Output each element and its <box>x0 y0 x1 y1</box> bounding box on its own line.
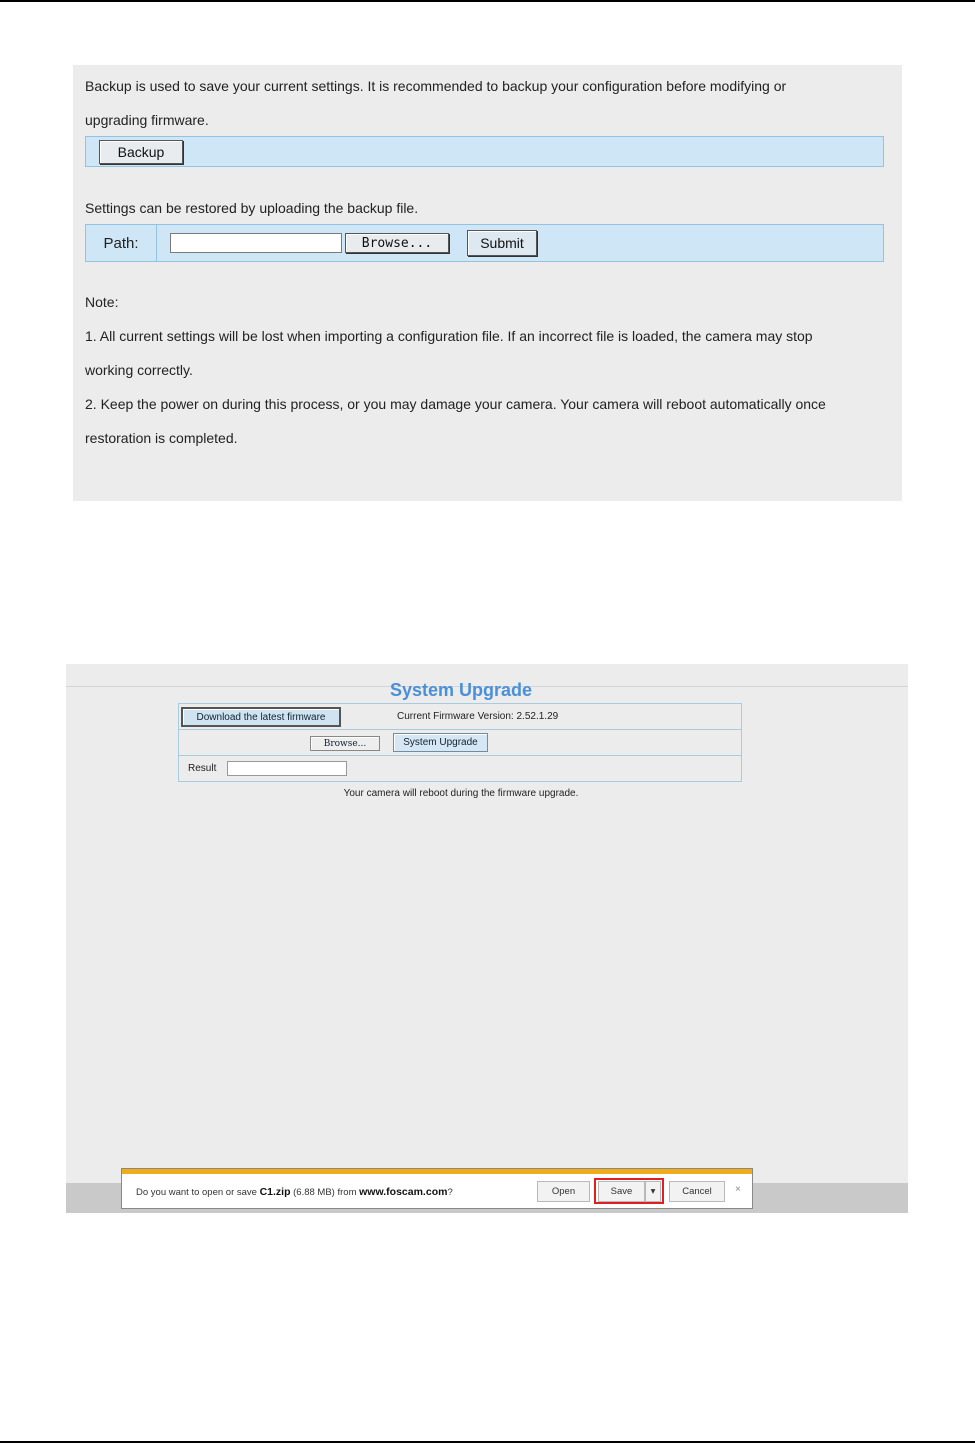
download-prompt: Do you want to open or save C1.zip (6.88 MB) from www.foscam.com? <box>136 1186 453 1198</box>
cancel-button[interactable]: Cancel <box>669 1181 725 1202</box>
download-notification-bar <box>121 1168 753 1209</box>
system-upgrade-panel <box>66 664 908 1213</box>
bottom-rule <box>0 1441 975 1443</box>
backup-button[interactable]: Backup <box>99 140 183 164</box>
note1-line2: working correctly. <box>85 362 193 378</box>
file-name: C1.zip <box>259 1186 291 1198</box>
browse-button[interactable]: Browse... <box>310 736 380 751</box>
backup-restore-panel <box>73 65 902 501</box>
download-site: www.foscam.com <box>359 1186 448 1198</box>
backup-row <box>85 136 884 167</box>
submit-button[interactable]: Submit <box>467 230 537 256</box>
path-row <box>85 224 884 262</box>
result-field <box>227 761 347 776</box>
result-label: Result <box>188 763 217 774</box>
restore-text: Settings can be restored by uploading the backup file. <box>85 200 419 216</box>
save-dropdown-icon[interactable]: ▾ <box>645 1181 661 1202</box>
upgrade-table <box>178 703 742 782</box>
notification-accent <box>122 1169 752 1174</box>
path-label: Path: <box>86 225 157 261</box>
page-title: System Upgrade <box>389 680 533 700</box>
open-button[interactable]: Open <box>537 1181 590 1202</box>
save-highlight-box <box>594 1178 664 1204</box>
note1-line1: 1. All current settings will be lost when importing a configuration file. If an incorrect file is loaded, the camera may stop <box>85 328 813 344</box>
note2-line2: restoration is completed. <box>85 430 238 446</box>
note2-line1: 2. Keep the power on during this process, or you may damage your camera. Your camera will reboot automatically once <box>85 396 826 412</box>
top-rule <box>0 0 975 2</box>
save-button[interactable]: Save <box>598 1181 645 1202</box>
firmware-version-label: Current Firmware Version: 2.52.1.29 <box>397 711 559 722</box>
browse-button[interactable]: Browse... <box>345 233 449 253</box>
path-input[interactable] <box>170 233 342 253</box>
reboot-notice: Your camera will reboot during the firmware upgrade. <box>343 788 579 799</box>
row-divider <box>179 729 741 730</box>
close-icon[interactable]: × <box>735 1184 741 1195</box>
download-firmware-button[interactable]: Download the latest firmware <box>181 707 341 727</box>
system-upgrade-button[interactable]: System Upgrade <box>393 733 488 752</box>
backup-intro-line1: Backup is used to save your current settings. It is recommended to backup your configuration before modifying or <box>85 78 787 94</box>
row-divider <box>179 755 741 756</box>
backup-intro-line2: upgrading firmware. <box>85 112 209 128</box>
note-title: Note: <box>85 294 119 310</box>
firmware-version: 2.52.1.29 <box>516 711 559 722</box>
